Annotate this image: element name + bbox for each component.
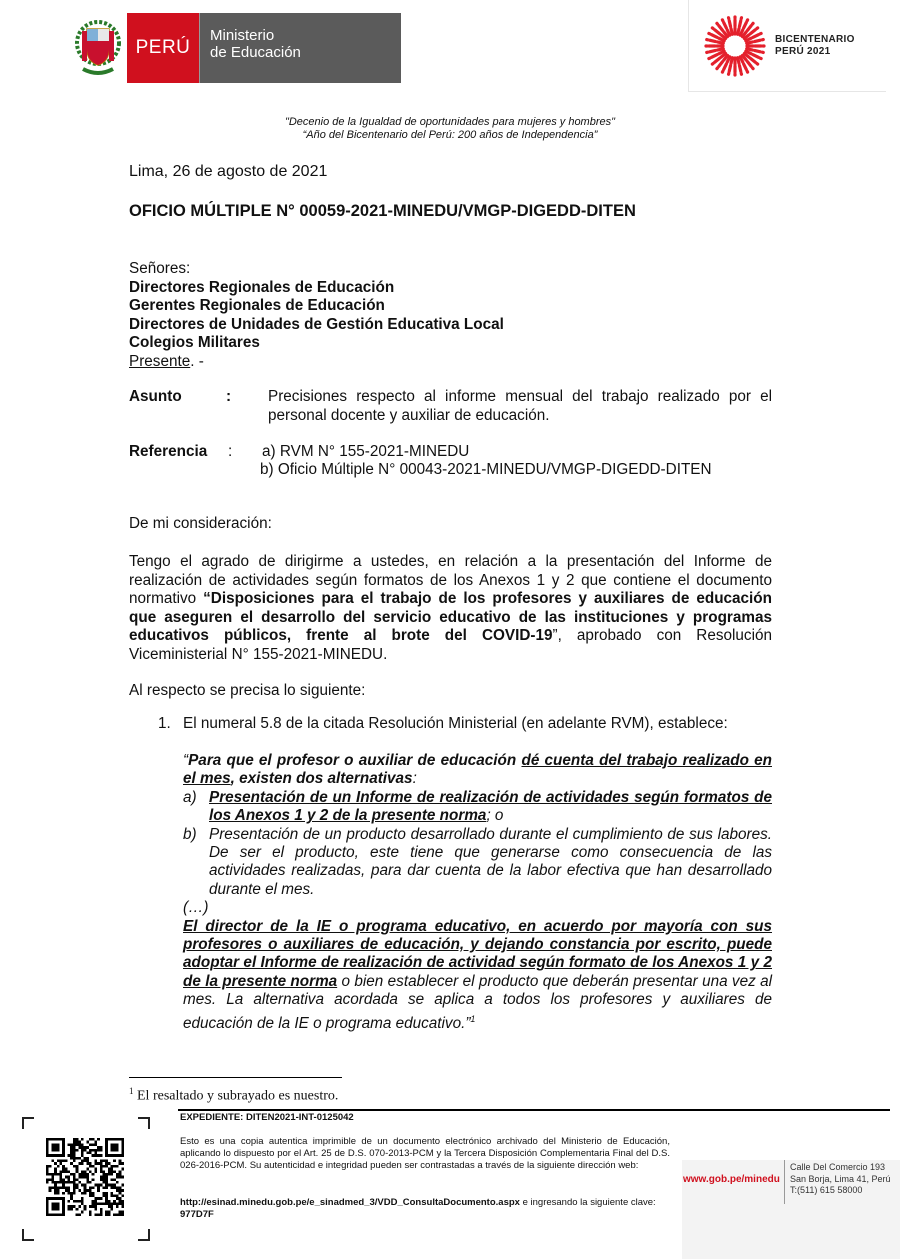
referencia-label: Referencia <box>129 443 208 460</box>
expediente-url-block <box>180 1197 670 1221</box>
p1-bold: “Disposiciones para el trabajo de los profesores y auxiliares de educación que aseguren el desarrollo del servicio educativo de las instituciones y programas educativos públicos, frente al brote del COVID-19 <box>129 590 772 645</box>
bicentenario-logo <box>688 0 886 92</box>
bicentenario-logo-icon <box>703 14 767 78</box>
presente-line <box>129 353 504 372</box>
quote-ellipsis: (…) <box>183 899 209 917</box>
website-link[interactable]: www.gob.pe/minedu <box>683 1174 780 1185</box>
quote-bold-1: Para que el profesor o auxiliar de educación <box>188 752 522 769</box>
quote-bold-underline-1: dé cuenta del trabajo realizado en el mes <box>183 752 772 788</box>
bicentenario-line-1: BICENTENARIO <box>775 33 855 45</box>
quote-final <box>183 918 772 1034</box>
recipients-greeting: Señores: <box>129 260 191 277</box>
quote-intro <box>183 752 772 789</box>
phone: T:(511) 615 58000 <box>790 1185 863 1195</box>
quote-option-a <box>183 789 772 826</box>
motto-line-1: "Decenio de la Igualdad de oportunidades para mujeres y hombres" <box>284 116 616 128</box>
frame-corner <box>22 1229 34 1241</box>
ministry-name <box>199 13 401 83</box>
expediente-text: Esto es una copia autentica imprimible de un documento electrónico archivado del Ministerio de Educación, aplicando lo dispuesto por el Art. 25 de D.S. 070-2013-PCM y la Tercera Disposición Complementaria Final del D.S. 026-2016-PCM. Su autenticidad e integridad pueden ser contrastadas a través de la siguiente dirección web: <box>180 1136 670 1171</box>
bicentenario-line-2: PERÚ 2021 <box>775 45 831 57</box>
qr-code-icon <box>46 1138 124 1216</box>
peru-label: PERÚ <box>127 13 199 83</box>
footnote-num: 1 <box>129 1086 134 1096</box>
bicentenario-text <box>775 34 855 58</box>
asunto-text: Precisiones respecto al informe mensual del trabajo realizado por el personal docente y auxiliar de educación. <box>268 388 772 424</box>
national-shield-icon <box>69 13 127 83</box>
quote-bold-2: , existen dos alternativas <box>230 770 413 788</box>
expediente-url[interactable]: http://esinad.minedu.gob.pe/e_sinadmed_3/VDD_ConsultaDocumento.aspx <box>180 1197 520 1208</box>
expediente-title: EXPEDIENTE: DITEN2021-INT-0125042 <box>180 1112 354 1123</box>
ministry-line-2: de Educación <box>210 44 301 61</box>
frame-corner <box>22 1117 34 1129</box>
quote-final-rest: o bien establecer el producto que deberán presentar una vez al mes. La alternativa acordada se aplica a todos los profesores y auxiliares de educación de la IE o programa educativo.” <box>183 972 772 1032</box>
asunto-label: Asunto <box>129 388 182 405</box>
presente-suffix: . - <box>190 352 204 370</box>
quote-option-b <box>183 826 772 900</box>
expediente-url-suffix: e ingresando la siguiente clave: <box>519 1197 656 1208</box>
motto-line-2: “Año del Bicentenario del Perú: 200 años de Independencia” <box>302 129 598 141</box>
address-line-2: San Borja, Lima 41, Perú <box>790 1173 891 1184</box>
motto <box>0 116 900 142</box>
p1-start: Tengo el agrado de dirigirme a ustedes, en relación a la presentación del Informe de realización de actividades según formatos de los Anexos 1 y 2 que contiene el documento normativo <box>129 553 772 608</box>
footnote <box>129 1086 338 1105</box>
frame-corner <box>138 1229 150 1241</box>
recipient-line: Directores de Unidades de Gestión Educativa Local <box>129 315 504 333</box>
contact-divider <box>784 1160 785 1204</box>
list-item-number: 1. <box>158 715 171 732</box>
body-paragraph-1 <box>129 553 772 665</box>
footnote-text: El resaltado y subrayado es nuestro. <box>133 1088 339 1104</box>
referencia-a: a) RVM N° 155-2021-MINEDU <box>262 443 470 460</box>
quote-final-bold: El director de la IE o programa educativo, en acuerdo por mayoría con sus profesores o auxiliares de educación, y dejando constancia por escrito, puede adoptar el Informe de realización de actividad según formato de los Anexos 1 y 2 de la presente norma <box>183 917 772 990</box>
list-item-text: El numeral 5.8 de la citada Resolución Ministerial (en adelante RVM), establece: <box>183 715 728 732</box>
expediente-clave: 977D7F <box>180 1209 214 1220</box>
salutation: De mi consideración: <box>129 515 272 532</box>
option-a-end: ; o <box>486 807 504 825</box>
ministry-header <box>69 13 401 83</box>
p1-end: ”, aprobado con Resolución Viceministerial N° 155-2021-MINEDU. <box>129 627 772 663</box>
quote-open: “ <box>183 752 189 769</box>
expediente-divider <box>178 1109 890 1111</box>
recipient-line: Colegios Militares <box>129 334 260 352</box>
address <box>790 1162 891 1197</box>
option-b-text: Presentación de un producto desarrollado durante el cumplimiento de sus labores. De ser el producto, este tiene que generarse como consecuencia de las actividades realizadas, para dar cuenta de la labor efectiva que han desarrollado durante el mes. <box>209 825 772 898</box>
recipient-line: Directores Regionales de Educación <box>129 278 395 296</box>
document-title: OFICIO MÚLTIPLE N° 00059-2021-MINEDU/VMGP-DIGEDD-DITEN <box>129 202 636 220</box>
frame-corner <box>138 1117 150 1129</box>
option-b-label: b) <box>183 825 197 843</box>
option-a-text: Presentación de un Informe de realización de actividades según formatos de los Anexos 1 y 2 de la presente norma <box>209 788 772 825</box>
quoted-norm <box>183 752 772 1033</box>
presente-text: Presente <box>129 352 191 370</box>
body-paragraph-2: Al respecto se precisa lo siguiente: <box>129 682 366 699</box>
document-date: Lima, 26 de agosto de 2021 <box>129 163 328 180</box>
asunto-colon: : <box>226 388 232 405</box>
recipient-line: Gerentes Regionales de Educación <box>129 297 385 315</box>
referencia-b: b) Oficio Múltiple N° 00043-2021-MINEDU/VMGP-DIGEDD-DITEN <box>260 461 712 478</box>
address-line-1: Calle Del Comercio 193 <box>790 1162 886 1172</box>
footnote-ref: 1 <box>470 1013 476 1024</box>
recipients <box>129 260 504 372</box>
referencia-colon: : <box>228 443 233 460</box>
ministry-line-1: Ministerio <box>210 27 275 44</box>
quote-colon: : <box>412 770 417 788</box>
option-a-label: a) <box>183 788 197 806</box>
footnote-divider <box>129 1077 342 1078</box>
